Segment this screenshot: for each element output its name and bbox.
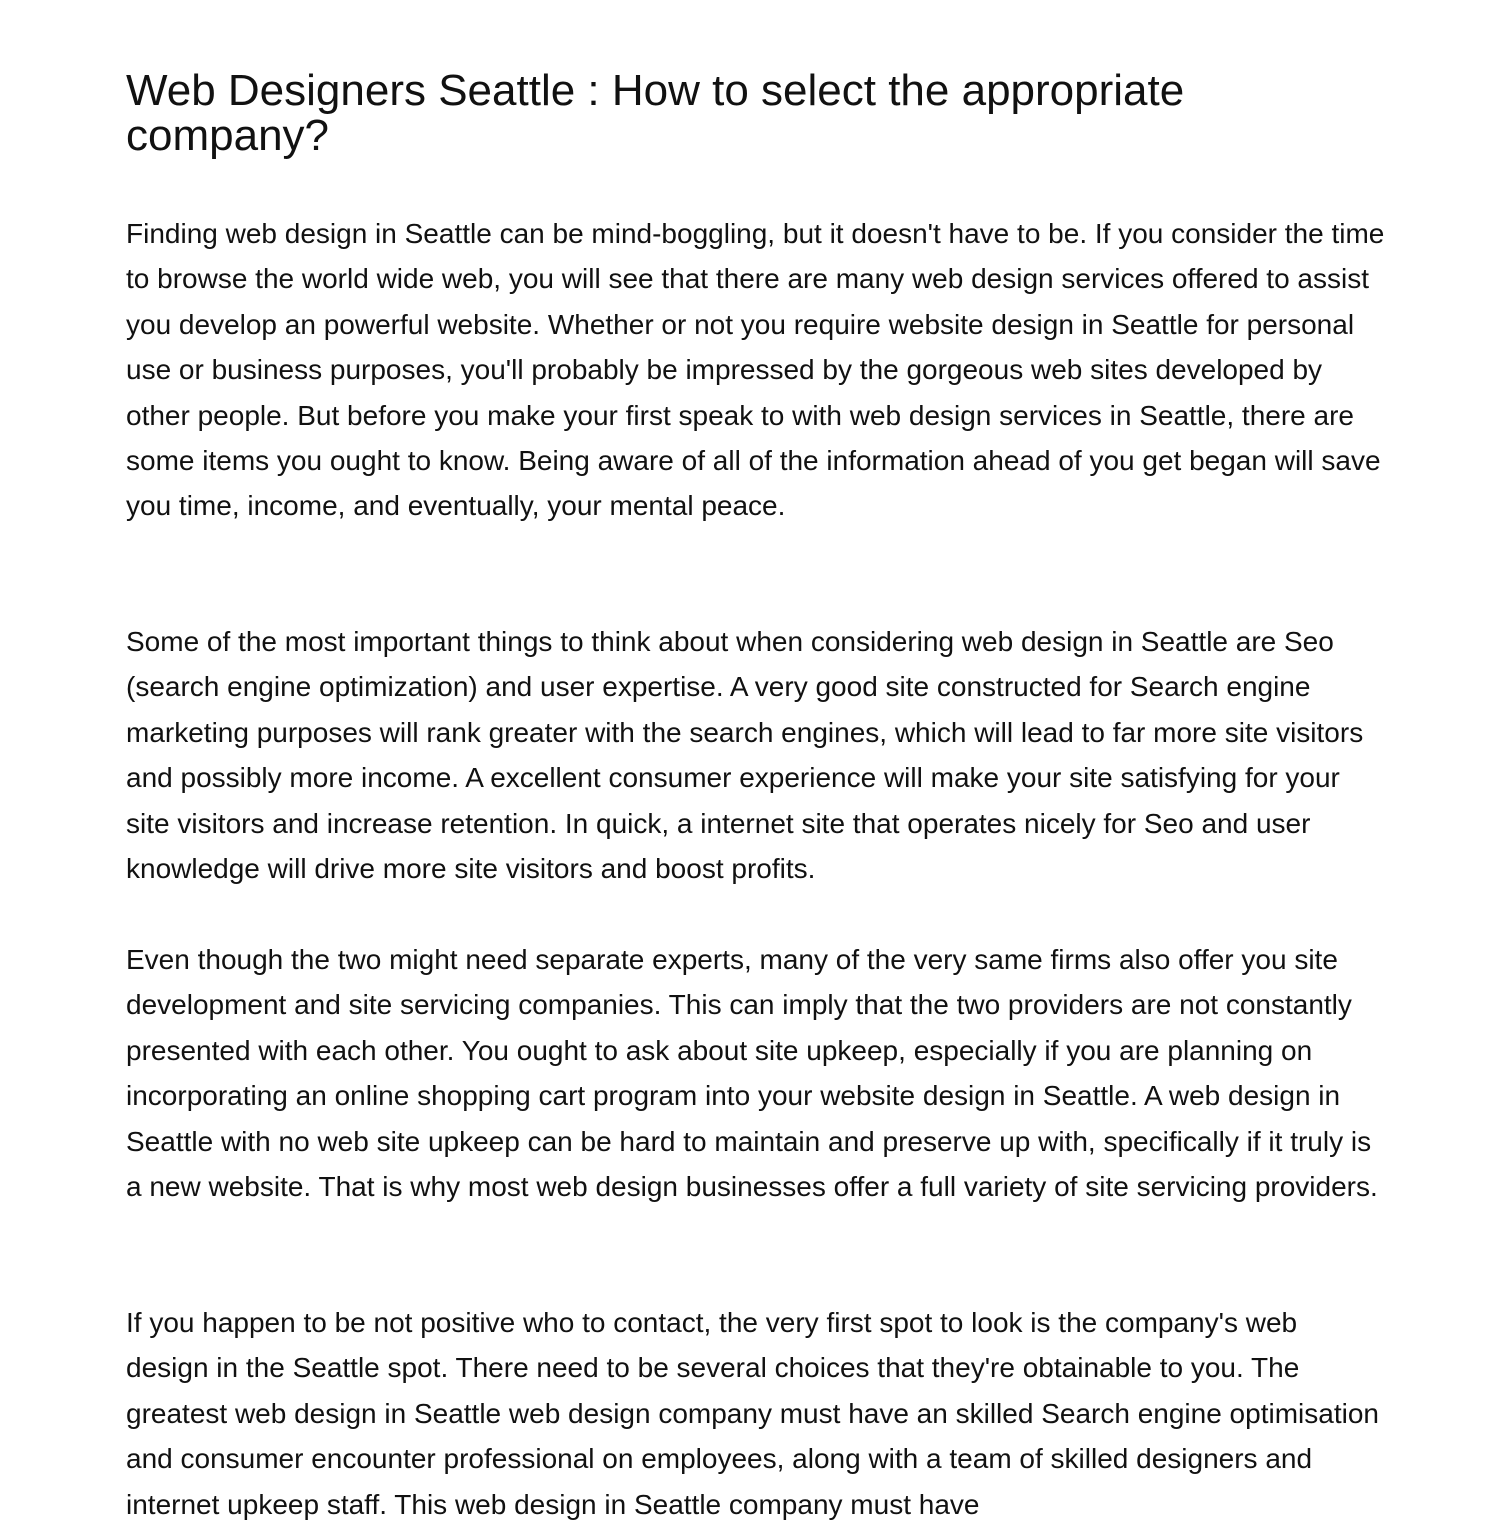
paragraph-4: If you happen to be not positive who to contact, the very first spot to look is the company's web design in the Seattle spot. There need to be several choices that they're obtainable to you. The greatest web design in Seattle web design company must have an skilled Search engine optimisation and consumer encounter professional on employees, along with a team of skilled designers and internet upkeep staff. This web design in Seattle company must have xyxy=(126,1307,1379,1520)
paragraph-1: Finding web design in Seattle can be mind-boggling, but it doesn't have to be. If you consider the time to browse the world wide web, you will see that there are many web design services offered to assist you develop an powerful website. Whether or not you require website design in Seattle for personal use or business purposes, you'll probably be impressed by the gorgeous web sites developed by other people. But before you make your first speak to with web design services in Seattle, there are some items you ought to know. Being aware of all of the information ahead of you get began will save you time, income, and eventually, your mental peace. xyxy=(126,218,1385,522)
document-title: Web Designers Seattle : How to select the appropriate company? xyxy=(126,66,1185,160)
paragraph-3: Even though the two might need separate experts, many of the very same firms also offer you site development and site servicing companies. This can imply that the two providers are not constantly presented with each other. You ought to ask about site upkeep, especially if you are planning on incorporating an online shopping cart program into your website design in Seattle. A web design in Seattle with no web site upkeep can be hard to maintain and preserve up with, specifically if it truly is a new website. That is why most web design businesses offer a full variety of site servicing providers. xyxy=(126,944,1378,1203)
paragraph-2: Some of the most important things to think about when considering web design in Seattle are Seo (search engine optimization) and user expertise. A very good site constructed for Search engine marketing purposes will rank greater with the search engines, which will lead to far more site visitors and possibly more income. A excellent consumer experience will make your site satisfying for your site visitors and increase retention. In quick, a internet site that operates nicely for Seo and user knowledge will drive more site visitors and boost profits. xyxy=(126,626,1364,885)
